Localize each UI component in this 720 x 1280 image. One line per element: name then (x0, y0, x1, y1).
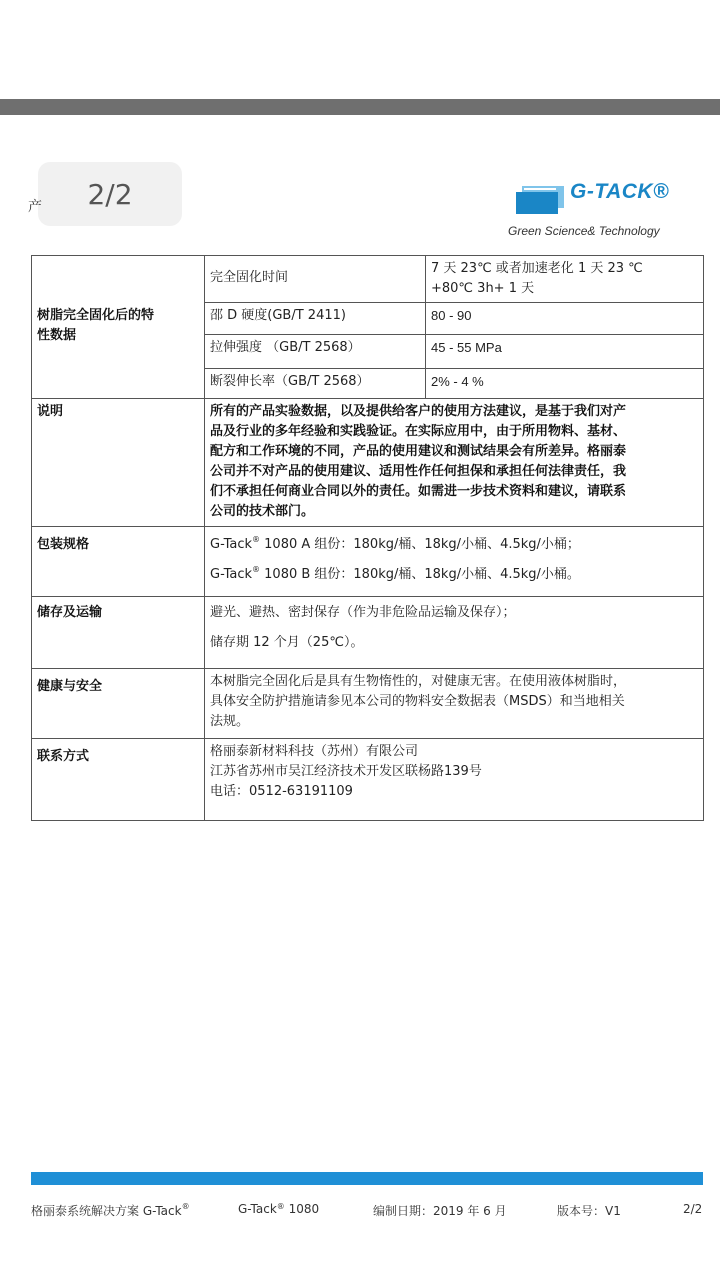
property-cell (205, 335, 426, 369)
property-label: 拉伸强度 （GB/T 2568） (210, 340, 361, 355)
value-cell (426, 369, 704, 399)
footer-model: 1080 (284, 1202, 320, 1216)
contact-line: 江苏省苏州市吴江经济技术开发区联杨路139号 (210, 764, 482, 779)
registered-mark: ® (276, 1202, 285, 1211)
property-label: 断裂伸长率（GB/T 2568） (210, 374, 370, 389)
health-line: 具体安全防护措施请参见本公司的物料安全数据表（MSDS）和当地相关 (210, 694, 625, 709)
property-label: 完全固化时间 (210, 270, 289, 285)
table-row (32, 597, 704, 669)
value-text: 45 - 55 MPa (431, 340, 502, 355)
table-row (32, 739, 704, 821)
contact-heading: 联系方式 (32, 739, 205, 821)
notes-line: 公司并不对产品的使用建议、适用性作任何担保和承担任何法律责任，我 (210, 464, 627, 479)
registered-mark: ® (252, 565, 261, 574)
footer-solution (31, 1202, 190, 1219)
packaging-detail: 1080 A 组份：180kg/桶、18kg/小桶、4.5kg/小桶； (260, 537, 580, 552)
notes-line: 配方和工作环境的不同，产品的使用建议和测试结果会有所差异。格丽泰 (210, 444, 627, 459)
value-line: 7 天 23℃ 或者加速老化 1 天 23 ℃ (431, 261, 643, 276)
footer-page: 2/2 (683, 1202, 703, 1216)
cut-off-character: 产 (28, 199, 42, 215)
footer-product (238, 1202, 319, 1216)
packaging-text (205, 527, 704, 597)
notes-line: 们不承担任何商业合同以外的责任。如需进一步技术资料和建议，请联系 (210, 484, 627, 499)
brand-tagline: Green Science& Technology (508, 224, 660, 238)
brand-text: G-Tack (210, 537, 253, 552)
footer-date: 编制日期：2019 年 6 月 (373, 1204, 507, 1218)
cured-heading-cell (32, 256, 205, 399)
spec-table (31, 255, 704, 821)
health-line: 法规。 (210, 714, 250, 729)
table-row (32, 527, 704, 597)
table-row (32, 256, 704, 303)
registered-mark: ® (181, 1202, 190, 1211)
value-cell (426, 303, 704, 335)
brand-logo (508, 178, 678, 244)
notes-line: 所有的产品实验数据，以及提供给客户的使用方法建议，是基于我们对产 (210, 404, 627, 419)
property-cell (205, 369, 426, 399)
health-text (205, 669, 704, 739)
value-cell (426, 335, 704, 369)
contact-text (205, 739, 704, 821)
notes-line: 品及行业的多年经验和实践验证。在实际应用中，由于所用物料、基材、 (210, 424, 627, 439)
footer-solution-text: 格丽泰系统解决方案 G-Tack (31, 1204, 182, 1218)
value-line: +80℃ 3h+ 1 天 (431, 281, 535, 296)
brand-name: G-TACK® (570, 180, 670, 203)
property-cell (205, 256, 426, 303)
packaging-line (210, 565, 698, 585)
notes-heading: 说明 (32, 399, 205, 527)
packaging-line (210, 535, 698, 555)
table-row (32, 669, 704, 739)
contact-line: 格丽泰新材料科技（苏州）有限公司 (210, 744, 419, 759)
value-text: 80 - 90 (431, 308, 472, 323)
footer-version: 版本号：V1 (557, 1204, 621, 1218)
storage-heading: 储存及运输 (32, 597, 205, 669)
contact-line: 电话：0512-63191109 (210, 784, 353, 799)
logo-mark-icon (514, 182, 566, 216)
storage-line: 避光、避热、密封保存（作为非危险品运输及保存）； (210, 605, 516, 620)
registered-mark: ® (252, 535, 261, 544)
value-cell (426, 256, 704, 303)
property-label: 邵 D 硬度(GB/T 2411) (210, 308, 346, 323)
brand-text: G-Tack (210, 567, 253, 582)
value-text: 2% - 4 % (431, 374, 484, 389)
packaging-detail: 1080 B 组份：180kg/桶、18kg/小桶、4.5kg/小桶。 (260, 567, 580, 582)
page-indicator: 2/2 (38, 162, 182, 226)
property-cell (205, 303, 426, 335)
top-gray-bar (0, 99, 720, 115)
notes-text (205, 399, 704, 527)
health-line: 本树脂完全固化后是具有生物惰性的，对健康无害。在使用液体树脂时， (210, 674, 627, 689)
footer-brand: G-Tack (238, 1202, 277, 1216)
storage-line: 储存期 12 个月（25℃）。 (210, 635, 364, 650)
packaging-heading: 包装规格 (32, 527, 205, 597)
footer-blue-bar (31, 1172, 703, 1185)
notes-line: 公司的技术部门。 (210, 504, 315, 519)
health-heading: 健康与安全 (32, 669, 205, 739)
storage-text (205, 597, 704, 669)
cured-heading: 树脂完全固化后的特性数据 (37, 308, 155, 343)
table-row (32, 399, 704, 527)
